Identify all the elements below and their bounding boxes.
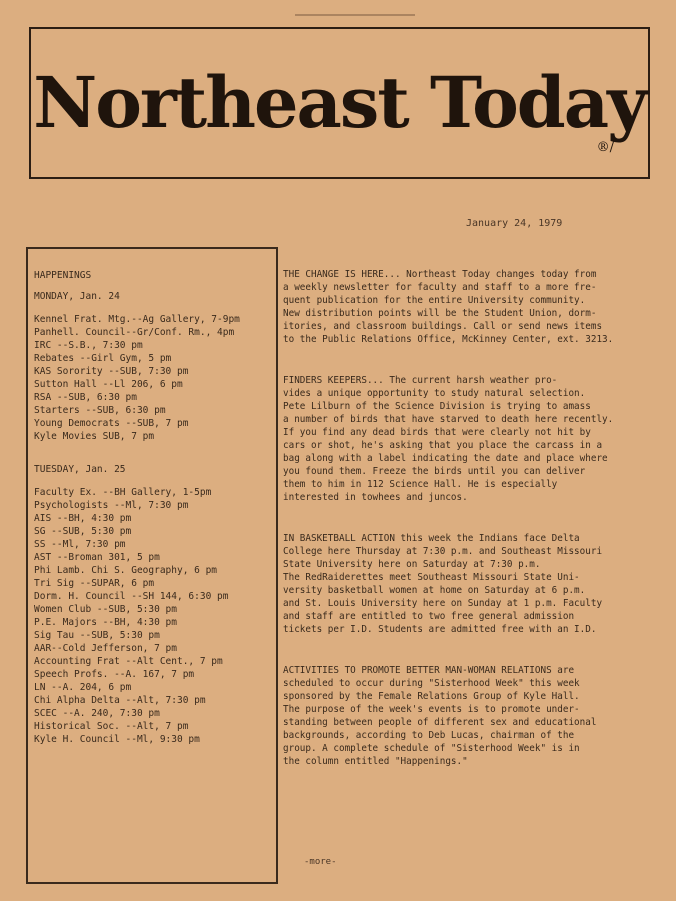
event-row: P.E. Majors --BH, 4:30 pm: [34, 617, 177, 628]
story-paragraph: ACTIVITIES TO PROMOTE BETTER MAN-WOMAN RELATIONS are scheduled to occur during "Sisterhood Week" this week sponsored by the Female Relations Group of Kyle Hall. The purpose of the week's events is to promote under- standing between people of different sex and educational backgrounds, according to Deb Lucas, chairman of the group. A complete schedule of "Sisterhood Week" is in the column entitled "Happenings.": [283, 665, 597, 767]
event-row: AAR--Cold Jefferson, 7 pm: [34, 643, 177, 654]
happenings-sidebar: [26, 247, 278, 884]
event-row: Speech Profs. --A. 167, 7 pm: [34, 669, 195, 680]
event-row: KAS Sorority --SUB, 7:30 pm: [34, 366, 189, 377]
story-paragraph: FINDERS KEEPERS... The current harsh weather pro- vides a unique opportunity to study natural selection. Pete Lilburn of the Science Division is trying to amass a number of birds that have starved to death here recently. If you find any dead birds that were clearly not hit by cars or shot, he's asking that you place the carcass in a bag along with a label indicating the date and place where you found them. Freeze the birds until you can deliver them to him in 112 Science Hall. He is especially interested in towhees and juncos.: [283, 375, 614, 503]
event-row: Chi Alpha Delta --Alt, 7:30 pm: [34, 695, 206, 706]
footer-more: -more-: [304, 857, 337, 867]
day-heading-monday: MONDAY, Jan. 24: [34, 291, 120, 302]
story-paragraph: The RedRaiderettes meet Southeast Missouri State Uni- versity basketball women at home on Saturday at 6 p.m. and St. Louis University here on Sunday at 1 p.m. Faculty and staff are entitled to two free general admission tickets per I.D. Students are admitted free with an I.D.: [283, 572, 603, 635]
event-row: Women Club --SUB, 5:30 pm: [34, 604, 177, 615]
event-row: AIS --BH, 4:30 pm: [34, 513, 132, 524]
event-row: SS --Ml, 7:30 pm: [34, 539, 126, 550]
event-row: Dorm. H. Council --SH 144, 6:30 pm: [34, 591, 229, 602]
event-row: Psychologists --Ml, 7:30 pm: [34, 500, 189, 511]
monday-events: [34, 313, 272, 443]
event-row: IRC --S.B., 7:30 pm: [34, 340, 143, 351]
event-row: SCEC --A. 240, 7:30 pm: [34, 708, 160, 719]
news-story: [283, 268, 655, 346]
event-row: SG --SUB, 5:30 pm: [34, 526, 132, 537]
story-paragraph: THE CHANGE IS HERE... Northeast Today changes today from a weekly newsletter for faculty and staff to a more fre- quent publication for the entire University community. New distribution points will be the Student Union, dorm- itories, and classroom buildings. Call or send news items to the Public Relations Office, McKinney Center, ext. 3213.: [283, 269, 614, 345]
event-row: Sig Tau --SUB, 5:30 pm: [34, 630, 160, 641]
masthead-title: Northeast Today: [33, 61, 646, 144]
event-row: Accounting Frat --Alt Cent., 7 pm: [34, 656, 223, 667]
sidebar-heading: HAPPENINGS: [34, 270, 92, 281]
issue-date: January 24, 1979: [466, 218, 563, 229]
event-row: AST --Broman 301, 5 pm: [34, 552, 160, 563]
main-column: [283, 268, 655, 796]
event-row: Starters --SUB, 6:30 pm: [34, 405, 166, 416]
event-row: Kennel Frat. Mtg.--Ag Gallery, 7-9pm: [34, 314, 240, 325]
event-row: Rebates --Girl Gym, 5 pm: [34, 353, 172, 364]
event-row: Phi Lamb. Chi S. Geography, 6 pm: [34, 565, 218, 576]
event-row: Panhell. Council--Gr/Conf. Rm., 4pm: [34, 327, 235, 338]
event-row: Kyle H. Council --Ml, 9:30 pm: [34, 734, 200, 745]
event-row: Faculty Ex. --BH Gallery, 1-5pm: [34, 487, 212, 498]
event-row: LN --A. 204, 6 pm: [34, 682, 132, 693]
tuesday-events: [34, 486, 272, 746]
event-row: Historical Soc. --Alt, 7 pm: [34, 721, 189, 732]
masthead-mark: ®/: [596, 140, 614, 155]
event-row: Tri Sig --SUPAR, 6 pm: [34, 578, 155, 589]
event-row: RSA --SUB, 6:30 pm: [34, 392, 137, 403]
news-story: [283, 374, 655, 504]
event-row: Kyle Movies SUB, 7 pm: [34, 431, 155, 442]
day-heading-tuesday: TUESDAY, Jan. 25: [34, 464, 126, 475]
top-rule: [295, 14, 415, 16]
news-story: [283, 664, 655, 768]
event-row: Young Democrats --SUB, 7 pm: [34, 418, 189, 429]
news-story: [283, 532, 655, 636]
story-paragraph: IN BASKETBALL ACTION this week the Indians face Delta College here Thursday at 7:30 p.m. and Southeast Missouri State University here on Saturday at 7:30 p.m.: [283, 533, 603, 570]
masthead: [29, 27, 650, 179]
event-row: Sutton Hall --Ll 206, 6 pm: [34, 379, 183, 390]
